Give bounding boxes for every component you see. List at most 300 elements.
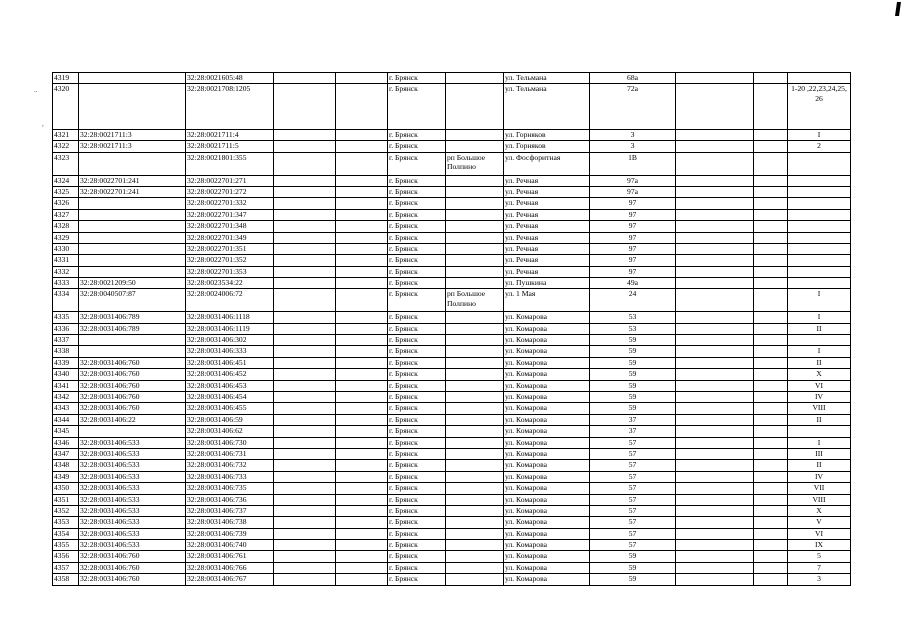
premise-number-cell bbox=[788, 221, 851, 232]
table-row bbox=[53, 243, 851, 254]
row-number: 4343 bbox=[53, 403, 79, 414]
empty-cell bbox=[754, 437, 788, 448]
table-row bbox=[53, 528, 851, 539]
empty-cell bbox=[274, 278, 336, 289]
city-cell: г. Брянск bbox=[388, 574, 446, 585]
table-row bbox=[53, 129, 851, 140]
street-cell: ул. Комарова bbox=[504, 392, 590, 403]
cadastral-number: 32:28:0022701:351 bbox=[186, 243, 274, 254]
table-row bbox=[53, 369, 851, 380]
empty-cell bbox=[676, 505, 754, 516]
empty-cell bbox=[274, 471, 336, 482]
empty-cell bbox=[336, 221, 388, 232]
city-cell: г. Брянск bbox=[388, 129, 446, 140]
house-number-cell: 97 bbox=[590, 243, 676, 254]
street-cell: ул. Комарова bbox=[504, 562, 590, 573]
city-cell: г. Брянск bbox=[388, 414, 446, 425]
empty-cell bbox=[274, 129, 336, 140]
street-cell: ул. Речная bbox=[504, 266, 590, 277]
house-number-cell: 53 bbox=[590, 312, 676, 323]
empty-cell bbox=[274, 186, 336, 197]
empty-cell bbox=[274, 483, 336, 494]
empty-cell bbox=[676, 369, 754, 380]
table-row bbox=[53, 346, 851, 357]
empty-cell bbox=[754, 346, 788, 357]
row-number: 4324 bbox=[53, 175, 79, 186]
locality-cell bbox=[446, 471, 504, 482]
empty-cell bbox=[336, 335, 388, 346]
city-cell: г. Брянск bbox=[388, 551, 446, 562]
street-cell: ул. Комарова bbox=[504, 403, 590, 414]
empty-cell bbox=[274, 426, 336, 437]
empty-cell bbox=[336, 186, 388, 197]
street-cell: ул. Речная bbox=[504, 175, 590, 186]
house-number-cell: 59 bbox=[590, 574, 676, 585]
empty-cell bbox=[754, 357, 788, 368]
cadastral-number: 32:28:0024006:72 bbox=[186, 289, 274, 312]
street-cell: ул. Речная bbox=[504, 232, 590, 243]
parent-cadastral-number: 32:28:0022701:241 bbox=[79, 186, 186, 197]
street-cell: ул. Тельмана bbox=[504, 73, 590, 84]
locality-cell bbox=[446, 335, 504, 346]
premise-number-cell: V bbox=[788, 517, 851, 528]
street-cell: ул. Тельмана bbox=[504, 84, 590, 130]
premise-number-cell: II bbox=[788, 357, 851, 368]
table-row bbox=[53, 289, 851, 312]
premise-number-cell: I bbox=[788, 437, 851, 448]
locality-cell bbox=[446, 505, 504, 516]
empty-cell bbox=[336, 369, 388, 380]
premise-number-cell bbox=[788, 152, 851, 175]
empty-cell bbox=[676, 562, 754, 573]
cadastral-number: 32:28:0031406:452 bbox=[186, 369, 274, 380]
empty-cell bbox=[676, 221, 754, 232]
empty-cell bbox=[754, 517, 788, 528]
empty-cell bbox=[754, 323, 788, 334]
parent-cadastral-number: 32:28:0031406:760 bbox=[79, 357, 186, 368]
table-body bbox=[53, 73, 851, 586]
premise-number-cell bbox=[788, 209, 851, 220]
premise-number-cell bbox=[788, 278, 851, 289]
city-cell: г. Брянск bbox=[388, 186, 446, 197]
cadastral-number: 32:28:0031406:730 bbox=[186, 437, 274, 448]
premise-number-cell: 7 bbox=[788, 562, 851, 573]
house-number-cell: 57 bbox=[590, 448, 676, 459]
street-cell: ул. 1 Мая bbox=[504, 289, 590, 312]
parent-cadastral-number bbox=[79, 221, 186, 232]
city-cell: г. Брянск bbox=[388, 517, 446, 528]
street-cell: ул. Комарова bbox=[504, 335, 590, 346]
house-number-cell: 59 bbox=[590, 380, 676, 391]
cadastral-number: 32:28:0022701:352 bbox=[186, 255, 274, 266]
parent-cadastral-number bbox=[79, 152, 186, 175]
parent-cadastral-number bbox=[79, 198, 186, 209]
locality-cell bbox=[446, 312, 504, 323]
empty-cell bbox=[754, 278, 788, 289]
empty-cell bbox=[274, 403, 336, 414]
city-cell: г. Брянск bbox=[388, 505, 446, 516]
premise-number-cell bbox=[788, 243, 851, 254]
empty-cell bbox=[336, 562, 388, 573]
city-cell: г. Брянск bbox=[388, 528, 446, 539]
table-row bbox=[53, 209, 851, 220]
locality-cell bbox=[446, 551, 504, 562]
parent-cadastral-number: 32:28:0022701:241 bbox=[79, 175, 186, 186]
empty-cell bbox=[676, 209, 754, 220]
empty-cell bbox=[274, 209, 336, 220]
premise-number-cell bbox=[788, 255, 851, 266]
parent-cadastral-number bbox=[79, 209, 186, 220]
row-number: 4348 bbox=[53, 460, 79, 471]
parent-cadastral-number: 32:28:0031406:760 bbox=[79, 380, 186, 391]
empty-cell bbox=[754, 221, 788, 232]
table-row bbox=[53, 186, 851, 197]
empty-cell bbox=[676, 357, 754, 368]
empty-cell bbox=[274, 221, 336, 232]
cadastral-number: 32:28:0022701:332 bbox=[186, 198, 274, 209]
empty-cell bbox=[274, 346, 336, 357]
row-number: 4349 bbox=[53, 471, 79, 482]
street-cell: ул. Речная bbox=[504, 198, 590, 209]
row-number: 4334 bbox=[53, 289, 79, 312]
cadastral-number: 32:28:0023534:22 bbox=[186, 278, 274, 289]
row-number: 4346 bbox=[53, 437, 79, 448]
city-cell: г. Брянск bbox=[388, 289, 446, 312]
locality-cell bbox=[446, 209, 504, 220]
street-cell: ул. Речная bbox=[504, 186, 590, 197]
house-number-cell: 97а bbox=[590, 186, 676, 197]
cadastral-number: 32:28:0022701:272 bbox=[186, 186, 274, 197]
page-corner-mark bbox=[895, 2, 901, 16]
city-cell: г. Брянск bbox=[388, 175, 446, 186]
empty-cell bbox=[336, 403, 388, 414]
city-cell: г. Брянск bbox=[388, 392, 446, 403]
locality-cell bbox=[446, 414, 504, 425]
empty-cell bbox=[754, 141, 788, 152]
empty-cell bbox=[336, 437, 388, 448]
table-row bbox=[53, 266, 851, 277]
parent-cadastral-number: 32:28:0031406:533 bbox=[79, 460, 186, 471]
locality-cell bbox=[446, 517, 504, 528]
row-number: 4319 bbox=[53, 73, 79, 84]
street-cell: ул. Комарова bbox=[504, 323, 590, 334]
empty-cell bbox=[274, 357, 336, 368]
table-row bbox=[53, 574, 851, 585]
empty-cell bbox=[754, 73, 788, 84]
house-number-cell: 72а bbox=[590, 84, 676, 130]
empty-cell bbox=[274, 517, 336, 528]
empty-cell bbox=[274, 494, 336, 505]
street-cell: ул. Комарова bbox=[504, 574, 590, 585]
table-row bbox=[53, 152, 851, 175]
parent-cadastral-number: 32:28:0031406:533 bbox=[79, 448, 186, 459]
parent-cadastral-number: 32:28:0031406:533 bbox=[79, 505, 186, 516]
premise-number-cell: 1-20 ,22,23,24,25, 26 bbox=[788, 84, 851, 130]
empty-cell bbox=[274, 266, 336, 277]
empty-cell bbox=[336, 243, 388, 254]
locality-cell bbox=[446, 232, 504, 243]
row-number: 4332 bbox=[53, 266, 79, 277]
city-cell: г. Брянск bbox=[388, 255, 446, 266]
house-number-cell: 59 bbox=[590, 369, 676, 380]
street-cell: ул. Комарова bbox=[504, 494, 590, 505]
parent-cadastral-number bbox=[79, 73, 186, 84]
city-cell: г. Брянск bbox=[388, 141, 446, 152]
empty-cell bbox=[676, 198, 754, 209]
empty-cell bbox=[754, 483, 788, 494]
row-number: 4321 bbox=[53, 129, 79, 140]
table-row bbox=[53, 323, 851, 334]
empty-cell bbox=[274, 574, 336, 585]
house-number-cell: 3 bbox=[590, 141, 676, 152]
premise-number-cell: X bbox=[788, 505, 851, 516]
parent-cadastral-number bbox=[79, 426, 186, 437]
parent-cadastral-number: 32:28:0031406:533 bbox=[79, 494, 186, 505]
house-number-cell: 59 bbox=[590, 392, 676, 403]
empty-cell bbox=[274, 73, 336, 84]
empty-cell bbox=[336, 312, 388, 323]
empty-cell bbox=[336, 73, 388, 84]
empty-cell bbox=[336, 540, 388, 551]
locality-cell bbox=[446, 175, 504, 186]
cadastral-number: 32:28:0031406:736 bbox=[186, 494, 274, 505]
table-row bbox=[53, 141, 851, 152]
premise-number-cell: I bbox=[788, 346, 851, 357]
street-cell: ул. Комарова bbox=[504, 426, 590, 437]
premise-number-cell: IV bbox=[788, 471, 851, 482]
empty-cell bbox=[676, 448, 754, 459]
parent-cadastral-number: 32:28:0031406:789 bbox=[79, 323, 186, 334]
parent-cadastral-number bbox=[79, 266, 186, 277]
cadastral-number: 32:28:0031406:62 bbox=[186, 426, 274, 437]
street-cell: ул. Комарова bbox=[504, 414, 590, 425]
house-number-cell: 57 bbox=[590, 505, 676, 516]
cadastral-number: 32:28:0022701:349 bbox=[186, 232, 274, 243]
empty-cell bbox=[676, 403, 754, 414]
row-number: 4342 bbox=[53, 392, 79, 403]
street-cell: ул. Комарова bbox=[504, 517, 590, 528]
house-number-cell: 49а bbox=[590, 278, 676, 289]
cadastral-number: 32:28:0031406:454 bbox=[186, 392, 274, 403]
empty-cell bbox=[676, 460, 754, 471]
city-cell: г. Брянск bbox=[388, 346, 446, 357]
row-number: 4340 bbox=[53, 369, 79, 380]
empty-cell bbox=[274, 414, 336, 425]
street-cell: ул. Комарова bbox=[504, 380, 590, 391]
empty-cell bbox=[676, 574, 754, 585]
row-number: 4341 bbox=[53, 380, 79, 391]
city-cell: г. Брянск bbox=[388, 323, 446, 334]
registry-table bbox=[52, 72, 851, 586]
city-cell: г. Брянск bbox=[388, 84, 446, 130]
empty-cell bbox=[274, 243, 336, 254]
table-row bbox=[53, 392, 851, 403]
empty-cell bbox=[274, 289, 336, 312]
empty-cell bbox=[676, 517, 754, 528]
house-number-cell: 24 bbox=[590, 289, 676, 312]
empty-cell bbox=[336, 528, 388, 539]
empty-cell bbox=[274, 437, 336, 448]
empty-cell bbox=[754, 528, 788, 539]
locality-cell bbox=[446, 562, 504, 573]
row-number: 4329 bbox=[53, 232, 79, 243]
empty-cell bbox=[336, 255, 388, 266]
cadastral-number: 32:28:0022701:348 bbox=[186, 221, 274, 232]
empty-cell bbox=[754, 186, 788, 197]
street-cell: ул. Комарова bbox=[504, 551, 590, 562]
empty-cell bbox=[676, 528, 754, 539]
locality-cell bbox=[446, 84, 504, 130]
row-number: 4358 bbox=[53, 574, 79, 585]
empty-cell bbox=[754, 540, 788, 551]
empty-cell bbox=[676, 471, 754, 482]
empty-cell bbox=[676, 232, 754, 243]
table-row bbox=[53, 460, 851, 471]
cadastral-number: 32:28:0031406:761 bbox=[186, 551, 274, 562]
house-number-cell: 57 bbox=[590, 437, 676, 448]
cadastral-number: 32:28:0031406:735 bbox=[186, 483, 274, 494]
city-cell: г. Брянск bbox=[388, 437, 446, 448]
locality-cell bbox=[446, 186, 504, 197]
row-number: 4354 bbox=[53, 528, 79, 539]
table-row bbox=[53, 403, 851, 414]
city-cell: г. Брянск bbox=[388, 540, 446, 551]
empty-cell bbox=[274, 198, 336, 209]
empty-cell bbox=[336, 517, 388, 528]
premise-number-cell: II bbox=[788, 460, 851, 471]
empty-cell bbox=[676, 483, 754, 494]
premise-number-cell: VI bbox=[788, 528, 851, 539]
city-cell: г. Брянск bbox=[388, 266, 446, 277]
locality-cell bbox=[446, 448, 504, 459]
empty-cell bbox=[676, 312, 754, 323]
house-number-cell: 3 bbox=[590, 129, 676, 140]
empty-cell bbox=[274, 335, 336, 346]
city-cell: г. Брянск bbox=[388, 369, 446, 380]
street-cell: ул. Комарова bbox=[504, 448, 590, 459]
empty-cell bbox=[754, 426, 788, 437]
city-cell: г. Брянск bbox=[388, 73, 446, 84]
empty-cell bbox=[754, 335, 788, 346]
empty-cell bbox=[754, 574, 788, 585]
empty-cell bbox=[274, 562, 336, 573]
empty-cell bbox=[754, 84, 788, 130]
house-number-cell: 57 bbox=[590, 471, 676, 482]
premise-number-cell: VII bbox=[788, 483, 851, 494]
table-row bbox=[53, 84, 851, 130]
empty-cell bbox=[754, 312, 788, 323]
street-cell: ул. Комарова bbox=[504, 369, 590, 380]
table-row bbox=[53, 357, 851, 368]
street-cell: ул. Комарова bbox=[504, 312, 590, 323]
empty-cell bbox=[274, 505, 336, 516]
table-row bbox=[53, 380, 851, 391]
empty-cell bbox=[676, 323, 754, 334]
empty-cell bbox=[676, 84, 754, 130]
locality-cell bbox=[446, 369, 504, 380]
locality-cell bbox=[446, 540, 504, 551]
table-row bbox=[53, 73, 851, 84]
street-cell: ул. Комарова bbox=[504, 483, 590, 494]
empty-cell bbox=[754, 460, 788, 471]
premise-number-cell: IV bbox=[788, 392, 851, 403]
street-cell: ул. Комарова bbox=[504, 346, 590, 357]
empty-cell bbox=[676, 437, 754, 448]
empty-cell bbox=[274, 528, 336, 539]
empty-cell bbox=[274, 255, 336, 266]
premise-number-cell bbox=[788, 335, 851, 346]
parent-cadastral-number: 32:28:0031406:533 bbox=[79, 471, 186, 482]
city-cell: г. Брянск bbox=[388, 357, 446, 368]
locality-cell bbox=[446, 141, 504, 152]
row-number: 4333 bbox=[53, 278, 79, 289]
empty-cell bbox=[274, 232, 336, 243]
empty-cell bbox=[274, 369, 336, 380]
premise-number-cell: VIII bbox=[788, 494, 851, 505]
empty-cell bbox=[336, 448, 388, 459]
empty-cell bbox=[274, 380, 336, 391]
empty-cell bbox=[336, 323, 388, 334]
locality-cell bbox=[446, 574, 504, 585]
row-number: 4355 bbox=[53, 540, 79, 551]
table-row bbox=[53, 483, 851, 494]
table-row bbox=[53, 221, 851, 232]
empty-cell bbox=[676, 243, 754, 254]
house-number-cell: 57 bbox=[590, 494, 676, 505]
cadastral-number: 32:28:0031406:333 bbox=[186, 346, 274, 357]
locality-cell bbox=[446, 255, 504, 266]
row-number: 4338 bbox=[53, 346, 79, 357]
street-cell: ул. Комарова bbox=[504, 505, 590, 516]
city-cell: г. Брянск bbox=[388, 483, 446, 494]
row-number: 4336 bbox=[53, 323, 79, 334]
city-cell: г. Брянск bbox=[388, 562, 446, 573]
parent-cadastral-number: 32:28:0031406:760 bbox=[79, 392, 186, 403]
city-cell: г. Брянск bbox=[388, 335, 446, 346]
empty-cell bbox=[336, 357, 388, 368]
cadastral-number: 32:28:0031406:766 bbox=[186, 562, 274, 573]
house-number-cell: 57 bbox=[590, 517, 676, 528]
parent-cadastral-number bbox=[79, 335, 186, 346]
empty-cell bbox=[274, 448, 336, 459]
empty-cell bbox=[274, 323, 336, 334]
premise-number-cell: I bbox=[788, 289, 851, 312]
street-cell: ул. Речная bbox=[504, 209, 590, 220]
row-number: 4325 bbox=[53, 186, 79, 197]
empty-cell bbox=[754, 471, 788, 482]
empty-cell bbox=[754, 232, 788, 243]
empty-cell bbox=[274, 84, 336, 130]
parent-cadastral-number: 32:28:0031406:533 bbox=[79, 483, 186, 494]
empty-cell bbox=[676, 392, 754, 403]
street-cell: ул. Речная bbox=[504, 221, 590, 232]
premise-number-cell bbox=[788, 73, 851, 84]
premise-number-cell: I bbox=[788, 129, 851, 140]
table-row bbox=[53, 562, 851, 573]
empty-cell bbox=[336, 483, 388, 494]
empty-cell bbox=[676, 335, 754, 346]
empty-cell bbox=[336, 551, 388, 562]
empty-cell bbox=[336, 152, 388, 175]
row-number: 4326 bbox=[53, 198, 79, 209]
cadastral-number: 32:28:0031406:59 bbox=[186, 414, 274, 425]
empty-cell bbox=[754, 369, 788, 380]
premise-number-cell bbox=[788, 198, 851, 209]
table-row bbox=[53, 505, 851, 516]
parent-cadastral-number: 32:28:0031406:760 bbox=[79, 574, 186, 585]
street-cell: ул. Фосфоритная bbox=[504, 152, 590, 175]
empty-cell bbox=[754, 448, 788, 459]
